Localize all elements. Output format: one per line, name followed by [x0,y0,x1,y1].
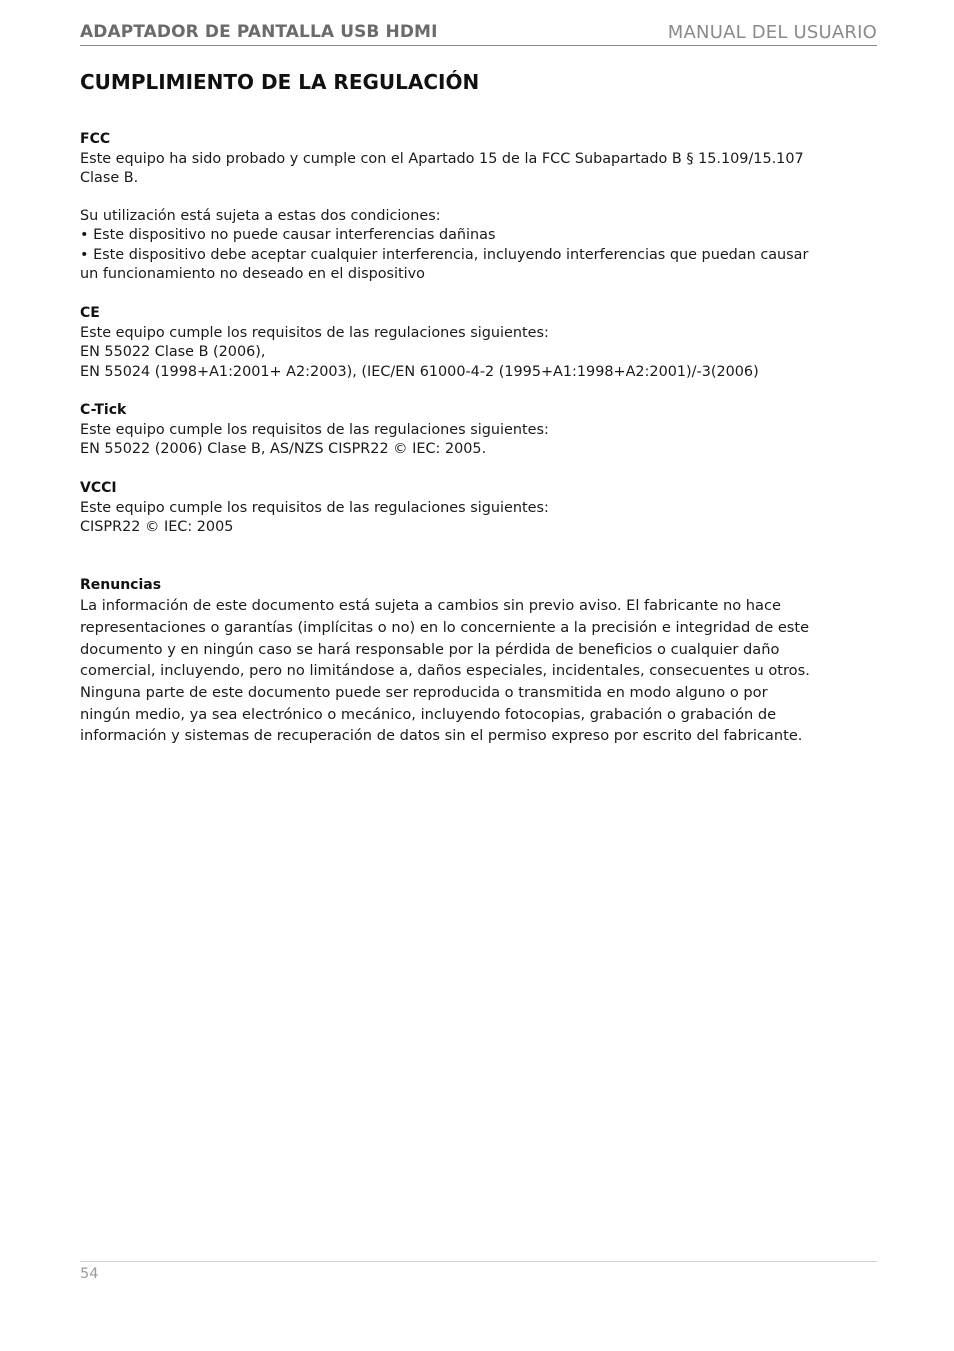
fcc-conditions-intro: Su utilización está sujeta a estas dos condiciones: [80,207,441,224]
fcc-text-line: Este equipo ha sido probado y cumple con el Apartado 15 de la FCC Subapartado B § 15.109/15.107 [80,150,804,167]
fcc-condition-item: • Este dispositivo debe aceptar cualquier interferencia, incluyendo interferencias que puedan causar [80,246,809,263]
vcci-section [80,479,880,538]
ctick-text-line: Este equipo cumple los requisitos de las regulaciones siguientes: [80,421,549,438]
header-manual-label: MANUAL DEL USUARIO [667,22,877,43]
page-number: 54 [80,1266,99,1282]
vcci-text-line: CISPR22 © IEC: 2005 [80,519,234,536]
ctick-heading: C-Tick [80,402,127,419]
vcci-text-line: Este equipo cumple los requisitos de las regulaciones siguientes: [80,499,549,516]
ctick-section [80,401,880,460]
ce-section [80,304,880,382]
footer-divider [80,1261,877,1262]
page-header [80,20,877,46]
disclaimer-text-line: Ninguna parte de este documento puede ser reproducida o transmitida en modo alguno o por [80,684,768,702]
page-content [80,130,880,747]
ce-heading: CE [80,305,100,322]
fcc-condition-item-continued: un funcionamiento no deseado en el dispositivo [80,266,425,283]
disclaimer-text-line: representaciones o garantías (implícitas o no) en lo concerniente a la precisión e integridad de este [80,618,810,636]
ce-text-line: EN 55024 (1998+A1:2001+ A2:2003), (IEC/EN 61000-4-2 (1995+A1:1998+A2:2001)/-3(2006) [80,363,759,380]
disclaimer-text-line: documento y en ningún caso se hará responsable por la pérdida de beneficios o cualquier daño [80,640,780,658]
fcc-condition-item: • Este dispositivo no puede causar interferencias dañinas [80,227,496,244]
ctick-text-line: EN 55022 (2006) Clase B, AS/NZS CISPR22 © IEC: 2005. [80,441,487,458]
ce-text-line: Este equipo cumple los requisitos de las regulaciones siguientes: [80,324,549,341]
fcc-text-line: Clase B. [80,170,139,187]
disclaimer-section [80,576,880,747]
ce-text-line: EN 55022 Clase B (2006), [80,344,266,361]
vcci-heading: VCCI [80,480,117,497]
fcc-heading: FCC [80,131,111,147]
disclaimer-heading: Renuncias [80,576,162,593]
disclaimer-text-line: ningún medio, ya sea electrónico o mecánico, incluyendo fotocopias, grabación o grabación de [80,705,777,723]
disclaimer-text-line: La información de este documento está sujeta a cambios sin previo aviso. El fabricante no hace [80,597,782,615]
disclaimer-text-line: comercial, incluyendo, pero no limitándose a, daños especiales, incidentales, consecuentes u otros. [80,662,810,680]
fcc-section [80,130,880,285]
page-title: CUMPLIMIENTO DE LA REGULACIÓN [80,70,480,94]
header-product-title: ADAPTADOR DE PANTALLA USB HDMI [80,22,438,42]
disclaimer-text-line: información y sistemas de recuperación de datos sin el permiso expreso por escrito del fabricante. [80,727,803,745]
